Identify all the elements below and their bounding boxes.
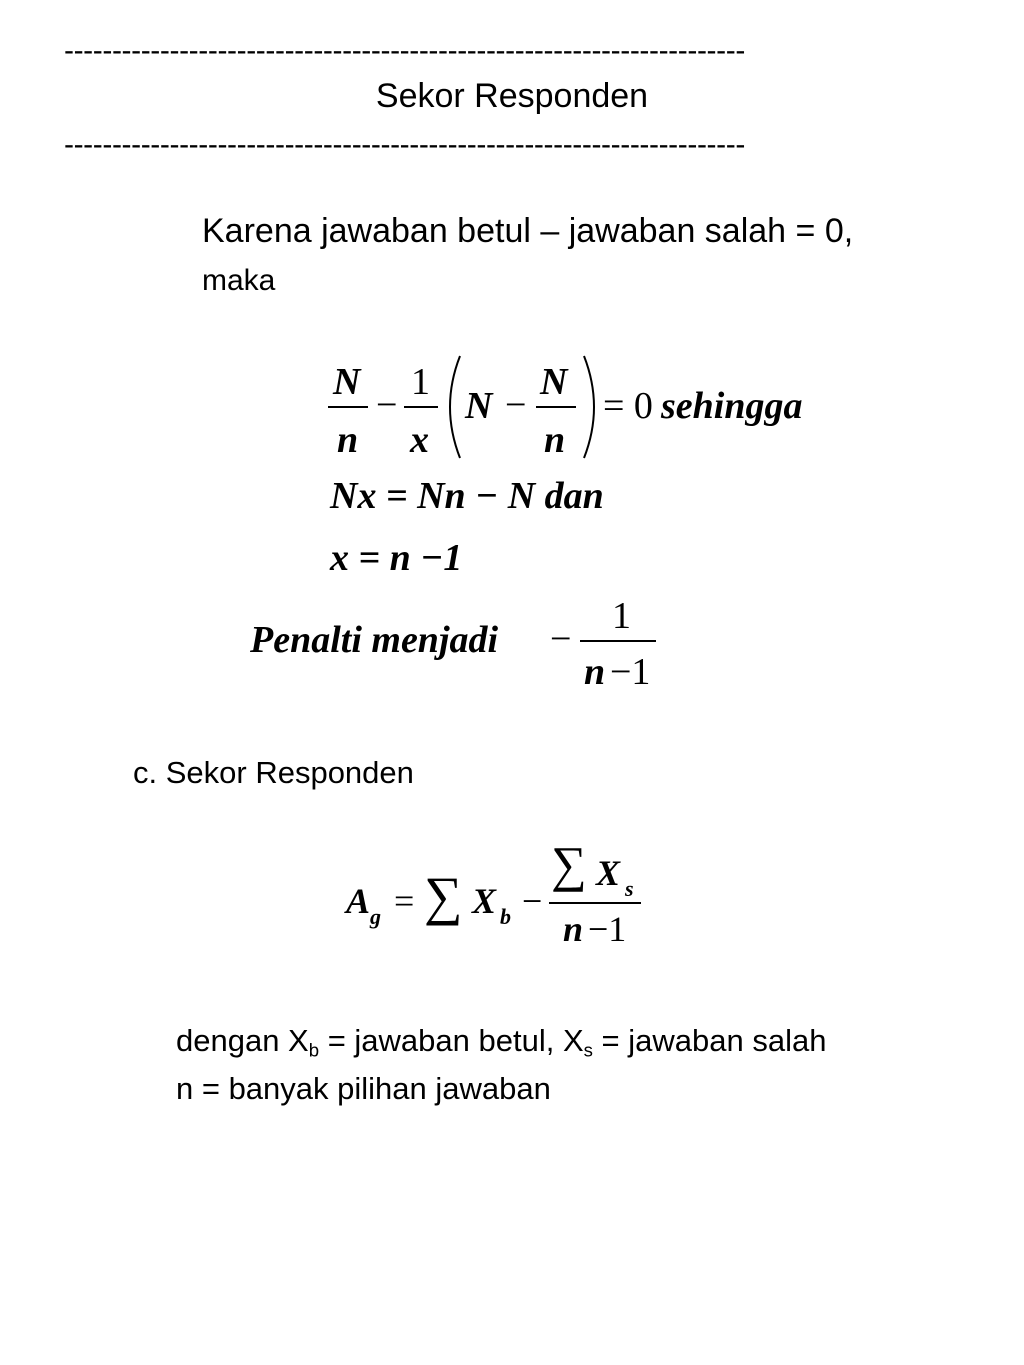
score-sub-g: g <box>370 904 381 929</box>
legend-suffix: = jawaban salah <box>592 1023 827 1058</box>
eq1-frac2-den: x <box>410 419 429 461</box>
penalty-minus: − <box>550 618 572 660</box>
equation-2: Nx = Nn − N dan <box>330 475 604 517</box>
legend-mid: = jawaban betul, X <box>319 1023 584 1058</box>
score-sub-s: s <box>625 876 634 901</box>
eq1-inner-N: N <box>465 385 493 427</box>
eq1-minus-1: − <box>376 384 398 426</box>
score-A: A <box>346 881 371 921</box>
equation-3: x = n −1 <box>330 537 463 579</box>
penalty-label: Penalti menjadi <box>250 619 499 661</box>
sum-icon-2: ∑ <box>551 836 587 892</box>
eq1-frac3-num: N <box>540 361 568 403</box>
intro-line-1: Karena jawaban betul – jawaban salah = 0, <box>202 212 854 250</box>
score-equals: = <box>394 881 415 921</box>
eq1-frac2-bar <box>404 406 438 408</box>
eq1-frac3-bar <box>536 406 576 408</box>
score-minus: − <box>522 881 543 921</box>
score-den-var: n <box>563 909 584 949</box>
header-rule-bottom: ----------------------------------------------------------------------- <box>64 130 745 160</box>
eq1-frac3-den: n <box>544 419 566 461</box>
legend-line-1 <box>176 1022 826 1060</box>
legend-line-2: n = banyak pilihan jawaban <box>176 1071 551 1106</box>
legend-sub-b: b <box>308 1039 320 1061</box>
eq1-frac1-num: N <box>333 361 361 403</box>
eq1-sehingga: sehingga <box>661 385 803 427</box>
penalty-numerator: 1 <box>612 595 631 637</box>
score-Xb: X <box>472 881 497 921</box>
penalty-den-var: n <box>584 651 606 693</box>
page-title: Sekor Responden <box>375 77 649 115</box>
eq1-frac2-num: 1 <box>411 361 430 403</box>
penalty-frac-bar <box>580 640 656 642</box>
score-Xs: X <box>596 853 621 893</box>
eq1-frac1-den: n <box>337 419 359 461</box>
legend-sub-s: s <box>583 1039 593 1061</box>
legend-prefix: dengan X <box>176 1023 309 1058</box>
eq1-frac1-bar <box>328 406 368 408</box>
sum-icon-1: ∑ <box>424 866 463 926</box>
eq1-minus-2: − <box>505 384 527 426</box>
score-frac-bar <box>549 902 641 904</box>
eq1-left-paren <box>436 352 466 462</box>
section-c-heading: c. Sekor Responden <box>133 755 414 790</box>
intro-line-2: maka <box>202 264 276 297</box>
header-rule-top: ----------------------------------------------------------------------- <box>64 36 745 66</box>
score-den-rest: −1 <box>588 909 627 949</box>
eq1-equals-zero: = 0 <box>603 385 653 427</box>
penalty-den-rest: −1 <box>610 651 651 693</box>
score-sub-b: b <box>500 904 511 929</box>
